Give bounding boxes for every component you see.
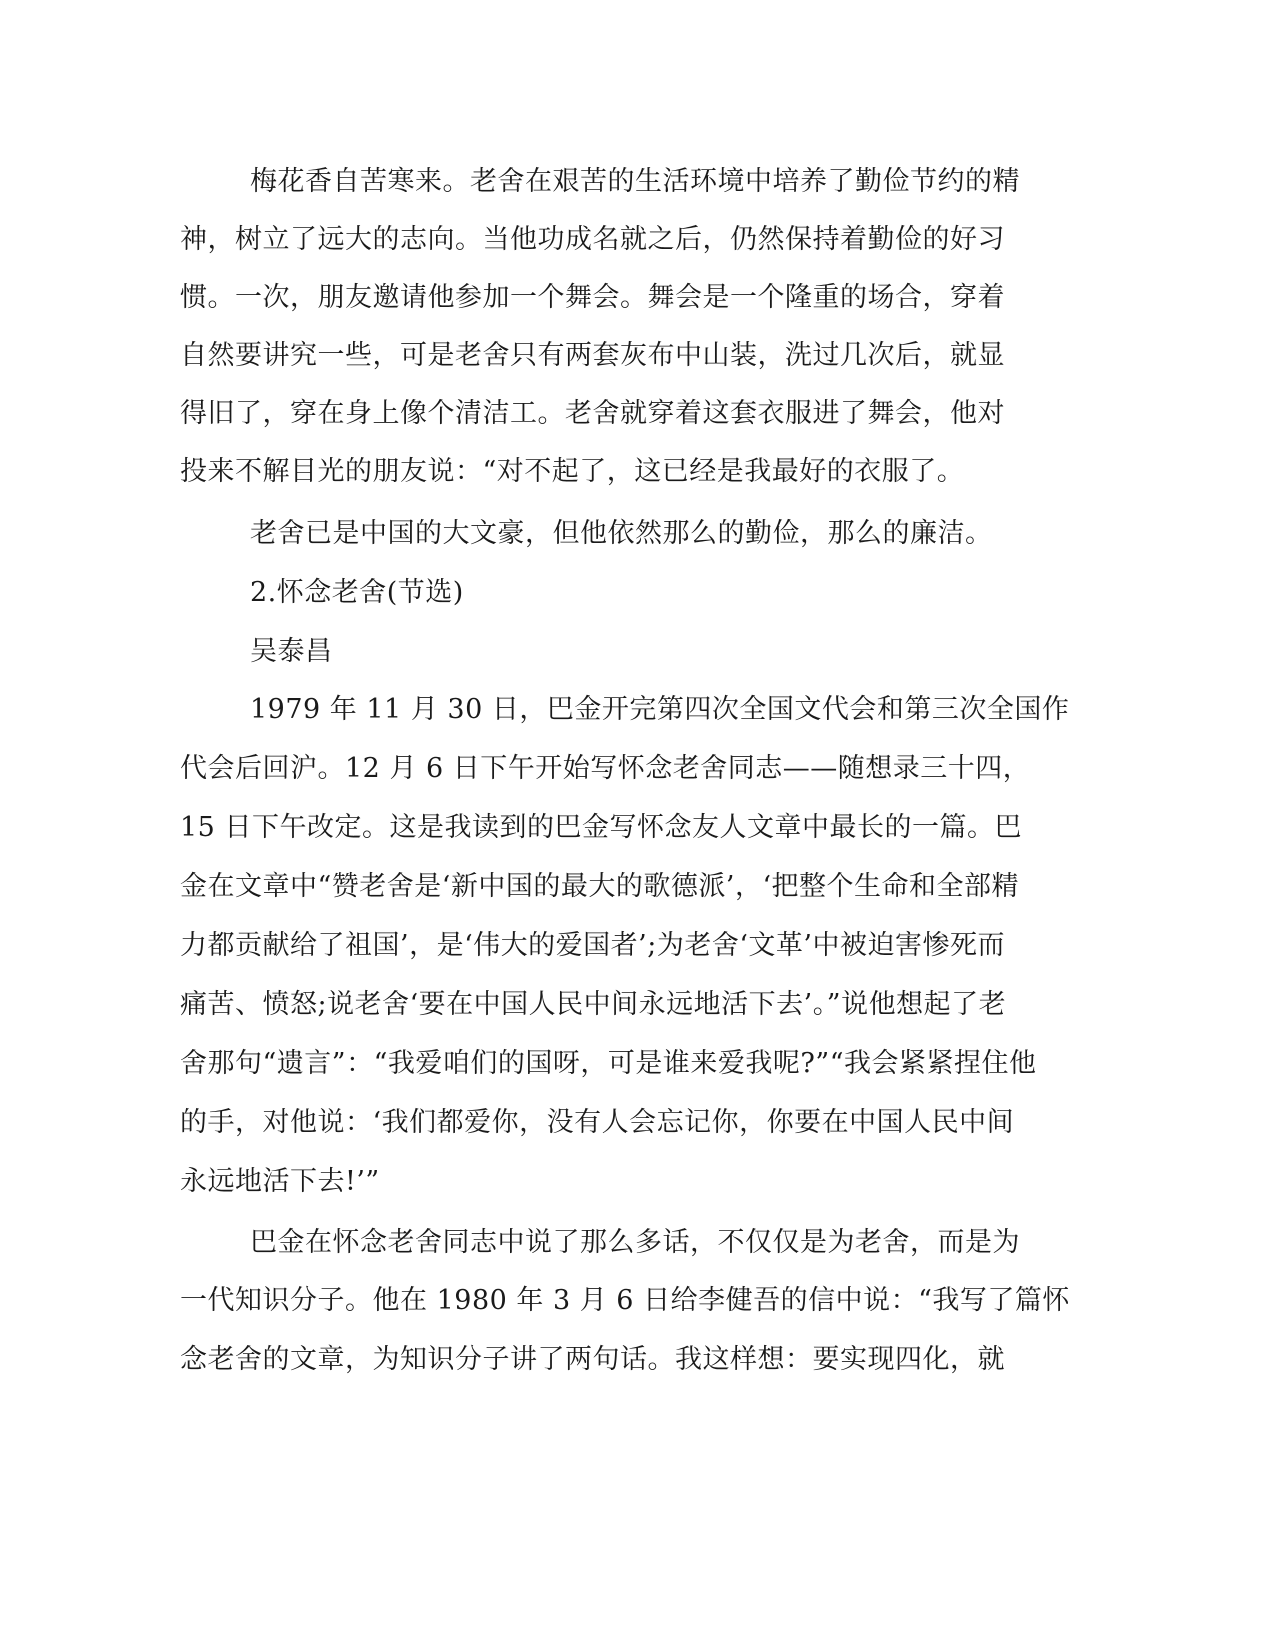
text-line-19: 巴金在怀念老舍同志中说了那么多话，不仅仅是为老舍，而是为 [250, 1227, 1020, 1258]
author-line: 吴泰昌 [250, 636, 333, 667]
text-line-18: 永远地活下去!’” [180, 1166, 380, 1197]
text-line-10: 1979 年 11 月 30 日，巴金开完第四次全国文代会和第三次全国作 [250, 694, 1070, 725]
text-line-6: 投来不解目光的朋友说：“对不起了，这已经是我最好的衣服了。 [180, 456, 965, 487]
text-line-1: 梅花香自苦寒来。老舍在艰苦的生活环境中培养了勤俭节约的精 [250, 166, 1020, 197]
text-line-15: 痛苦、愤怒;说老舍‘要在中国人民中间永远地活下去’。”说他想起了老 [180, 989, 1007, 1020]
text-line-5: 得旧了，穿在身上像个清洁工。老舍就穿着这套衣服进了舞会，他对 [180, 398, 1005, 429]
text-line-17: 的手，对他说：‘我们都爱你，没有人会忘记你，你要在中国人民中间 [180, 1107, 1015, 1138]
section-heading: 2.怀念老舍(节选) [250, 577, 464, 608]
text-line-20: 一代知识分子。他在 1980 年 3 月 6 日给李健吾的信中说：“我写了篇怀 [180, 1285, 1070, 1316]
text-line-3: 惯。一次，朋友邀请他参加一个舞会。舞会是一个隆重的场合，穿着 [180, 282, 1005, 313]
text-line-12: 15 日下午改定。这是我读到的巴金写怀念友人文章中最长的一篇。巴 [180, 812, 1022, 843]
text-line-11: 代会后回沪。12 月 6 日下午开始写怀念老舍同志——随想录三十四， [180, 753, 1031, 784]
text-line-4: 自然要讲究一些，可是老舍只有两套灰布中山装，洗过几次后，就显 [180, 340, 1005, 371]
text-line-7: 老舍已是中国的大文豪，但他依然那么的勤俭，那么的廉洁。 [250, 518, 993, 549]
text-line-2: 神，树立了远大的志向。当他功成名就之后，仍然保持着勤俭的好习 [180, 224, 1005, 255]
text-line-13: 金在文章中“赞老舍是‘新中国的最大的歌德派’，‘把整个生命和全部精 [180, 871, 1020, 902]
text-line-14: 力都贡献给了祖国’，是‘伟大的爱国者’;为老舍‘文革’中被迫害惨死而 [180, 930, 1006, 961]
text-line-16: 舍那句“遗言”：“我爱咱们的国呀，可是谁来爱我呢?”“我会紧紧捏住他 [180, 1048, 1037, 1079]
text-line-21: 念老舍的文章，为知识分子讲了两句话。我这样想：要实现四化，就 [180, 1344, 1005, 1375]
